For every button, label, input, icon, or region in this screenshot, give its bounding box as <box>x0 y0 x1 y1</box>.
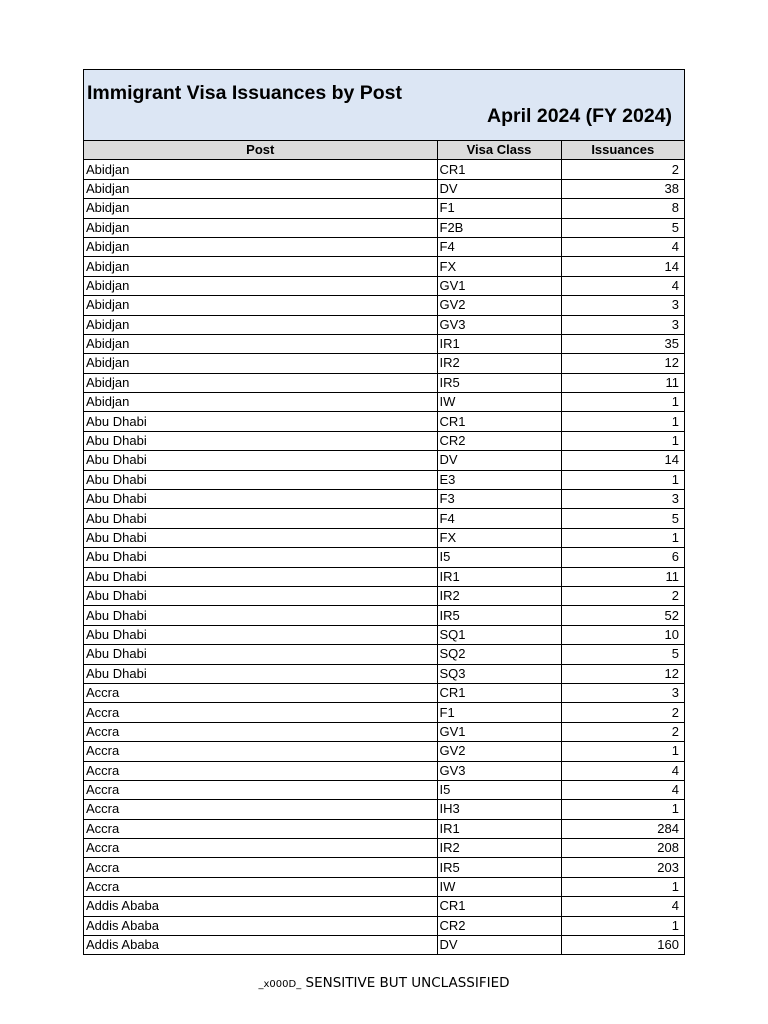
cell-issuances: 2 <box>561 160 684 179</box>
cell-post: Accra <box>84 722 437 741</box>
cell-issuances: 1 <box>561 916 684 935</box>
classification-footer <box>0 975 768 991</box>
cell-visa-class: F4 <box>437 237 561 256</box>
cell-post: Abidjan <box>84 179 437 198</box>
cell-post: Abidjan <box>84 276 437 295</box>
cell-post: Abu Dhabi <box>84 412 437 431</box>
table-row <box>84 586 684 605</box>
cell-post: Accra <box>84 703 437 722</box>
cell-post: Accra <box>84 858 437 877</box>
table-row <box>84 218 684 237</box>
cell-issuances: 203 <box>561 858 684 877</box>
table-row <box>84 625 684 644</box>
cell-visa-class: IR2 <box>437 839 561 858</box>
cell-visa-class: IW <box>437 393 561 412</box>
table-row <box>84 761 684 780</box>
cell-visa-class: IH3 <box>437 800 561 819</box>
cell-issuances: 3 <box>561 315 684 334</box>
cell-issuances: 38 <box>561 179 684 198</box>
table-row <box>84 296 684 315</box>
cell-issuances: 1 <box>561 393 684 412</box>
cell-visa-class: IR1 <box>437 567 561 586</box>
cell-visa-class: IW <box>437 877 561 896</box>
page-subtitle: April 2024 (FY 2024) <box>487 105 672 127</box>
table-header-row <box>84 141 684 160</box>
table-row <box>84 354 684 373</box>
cell-visa-class: GV2 <box>437 742 561 761</box>
table-row <box>84 800 684 819</box>
cell-visa-class: IR1 <box>437 334 561 353</box>
cell-issuances: 11 <box>561 373 684 392</box>
cell-post: Abidjan <box>84 354 437 373</box>
cell-issuances: 284 <box>561 819 684 838</box>
cell-post: Abu Dhabi <box>84 528 437 547</box>
column-header-visa-class: Visa Class <box>437 141 561 160</box>
cell-visa-class: IR5 <box>437 373 561 392</box>
cell-visa-class: IR1 <box>437 819 561 838</box>
cell-visa-class: IR5 <box>437 606 561 625</box>
cell-post: Abidjan <box>84 160 437 179</box>
cell-issuances: 3 <box>561 683 684 702</box>
table-row <box>84 703 684 722</box>
cell-visa-class: CR2 <box>437 916 561 935</box>
cell-visa-class: F3 <box>437 490 561 509</box>
cell-post: Accra <box>84 839 437 858</box>
cell-visa-class: SQ1 <box>437 625 561 644</box>
cell-visa-class: GV1 <box>437 722 561 741</box>
cell-issuances: 35 <box>561 334 684 353</box>
cell-visa-class: FX <box>437 257 561 276</box>
cell-post: Abidjan <box>84 218 437 237</box>
cell-visa-class: F1 <box>437 199 561 218</box>
cell-issuances: 3 <box>561 490 684 509</box>
cell-visa-class: SQ3 <box>437 664 561 683</box>
table-row <box>84 334 684 353</box>
table-row <box>84 237 684 256</box>
cell-issuances: 1 <box>561 742 684 761</box>
column-header-post: Post <box>84 141 437 160</box>
table-row <box>84 858 684 877</box>
cell-issuances: 5 <box>561 509 684 528</box>
table-row <box>84 780 684 799</box>
cell-visa-class: CR1 <box>437 412 561 431</box>
cell-visa-class: FX <box>437 528 561 547</box>
footer-code: _x000D_ <box>258 979 302 990</box>
issuance-table <box>84 141 684 954</box>
table-row <box>84 916 684 935</box>
cell-visa-class: GV1 <box>437 276 561 295</box>
cell-post: Abidjan <box>84 199 437 218</box>
table-row <box>84 819 684 838</box>
table-row <box>84 451 684 470</box>
table-row <box>84 373 684 392</box>
cell-issuances: 10 <box>561 625 684 644</box>
cell-issuances: 11 <box>561 567 684 586</box>
cell-post: Abidjan <box>84 237 437 256</box>
table-row <box>84 315 684 334</box>
cell-issuances: 1 <box>561 470 684 489</box>
cell-post: Abu Dhabi <box>84 470 437 489</box>
table-row <box>84 412 684 431</box>
cell-post: Abidjan <box>84 296 437 315</box>
table-row <box>84 742 684 761</box>
table-row <box>84 683 684 702</box>
cell-issuances: 12 <box>561 664 684 683</box>
cell-issuances: 2 <box>561 586 684 605</box>
cell-issuances: 1 <box>561 528 684 547</box>
cell-post: Abu Dhabi <box>84 451 437 470</box>
cell-visa-class: GV3 <box>437 761 561 780</box>
cell-visa-class: CR1 <box>437 160 561 179</box>
cell-issuances: 1 <box>561 412 684 431</box>
cell-post: Addis Ababa <box>84 916 437 935</box>
cell-issuances: 52 <box>561 606 684 625</box>
cell-issuances: 6 <box>561 548 684 567</box>
cell-post: Abu Dhabi <box>84 625 437 644</box>
table-row <box>84 276 684 295</box>
cell-post: Abu Dhabi <box>84 548 437 567</box>
cell-visa-class: I5 <box>437 780 561 799</box>
cell-issuances: 1 <box>561 877 684 896</box>
cell-post: Abidjan <box>84 334 437 353</box>
cell-visa-class: GV2 <box>437 296 561 315</box>
cell-visa-class: F2B <box>437 218 561 237</box>
cell-issuances: 2 <box>561 703 684 722</box>
cell-issuances: 3 <box>561 296 684 315</box>
table-row <box>84 722 684 741</box>
column-header-issuances: Issuances <box>561 141 684 160</box>
cell-issuances: 8 <box>561 199 684 218</box>
cell-visa-class: IR2 <box>437 354 561 373</box>
cell-visa-class: CR2 <box>437 431 561 450</box>
cell-visa-class: IR5 <box>437 858 561 877</box>
cell-visa-class: IR2 <box>437 586 561 605</box>
cell-visa-class: CR1 <box>437 683 561 702</box>
cell-post: Abu Dhabi <box>84 567 437 586</box>
cell-issuances: 1 <box>561 800 684 819</box>
cell-issuances: 208 <box>561 839 684 858</box>
cell-issuances: 14 <box>561 257 684 276</box>
cell-issuances: 4 <box>561 780 684 799</box>
table-row <box>84 567 684 586</box>
table-row <box>84 393 684 412</box>
cell-issuances: 4 <box>561 761 684 780</box>
cell-issuances: 5 <box>561 218 684 237</box>
cell-visa-class: DV <box>437 451 561 470</box>
cell-issuances: 5 <box>561 645 684 664</box>
visa-issuance-table-sheet <box>83 69 685 955</box>
table-row <box>84 877 684 896</box>
cell-post: Abu Dhabi <box>84 586 437 605</box>
cell-post: Abidjan <box>84 393 437 412</box>
cell-issuances: 12 <box>561 354 684 373</box>
table-row <box>84 179 684 198</box>
table-row <box>84 509 684 528</box>
cell-visa-class: GV3 <box>437 315 561 334</box>
cell-post: Abu Dhabi <box>84 645 437 664</box>
cell-post: Accra <box>84 683 437 702</box>
cell-post: Abu Dhabi <box>84 431 437 450</box>
footer-classification-label: SENSITIVE BUT UNCLASSIFIED <box>305 975 510 991</box>
cell-post: Abu Dhabi <box>84 509 437 528</box>
table-row <box>84 664 684 683</box>
table-row <box>84 257 684 276</box>
table-row <box>84 470 684 489</box>
table-row <box>84 490 684 509</box>
cell-post: Abu Dhabi <box>84 606 437 625</box>
cell-post: Abidjan <box>84 373 437 392</box>
cell-post: Accra <box>84 742 437 761</box>
cell-visa-class: DV <box>437 179 561 198</box>
table-row <box>84 897 684 916</box>
cell-post: Addis Ababa <box>84 897 437 916</box>
cell-post: Accra <box>84 819 437 838</box>
table-row <box>84 606 684 625</box>
cell-post: Accra <box>84 877 437 896</box>
cell-issuances: 4 <box>561 276 684 295</box>
cell-issuances: 160 <box>657 937 679 953</box>
cell-visa-class: E3 <box>437 470 561 489</box>
cell-post: Abidjan <box>84 315 437 334</box>
table-row <box>84 839 684 858</box>
cell-post: Accra <box>84 780 437 799</box>
table-row <box>84 645 684 664</box>
table-row <box>84 528 684 547</box>
table-row <box>84 160 684 179</box>
cell-visa-class: F4 <box>437 509 561 528</box>
cell-issuances: 4 <box>561 897 684 916</box>
cell-issuances: 2 <box>561 722 684 741</box>
table-row <box>84 431 684 450</box>
cell-visa-class: DV <box>437 936 561 955</box>
table-row <box>84 548 684 567</box>
cell-issuances: 14 <box>561 451 684 470</box>
cell-post: Accra <box>84 800 437 819</box>
cell-issuances: 4 <box>561 237 684 256</box>
table-body <box>84 160 684 955</box>
cell-post: Addis Ababa <box>84 936 437 955</box>
cell-visa-class: I5 <box>437 548 561 567</box>
cell-issuances: 1 <box>561 431 684 450</box>
cell-post: Abu Dhabi <box>84 490 437 509</box>
title-block <box>84 70 684 141</box>
table-row <box>84 936 684 955</box>
cell-visa-class: F1 <box>437 703 561 722</box>
page-title: Immigrant Visa Issuances by Post <box>87 82 403 104</box>
cell-post: Abu Dhabi <box>84 664 437 683</box>
table-row <box>84 199 684 218</box>
cell-post: Accra <box>84 761 437 780</box>
cell-post: Abidjan <box>84 257 437 276</box>
cell-visa-class: SQ2 <box>437 645 561 664</box>
cell-visa-class: CR1 <box>437 897 561 916</box>
